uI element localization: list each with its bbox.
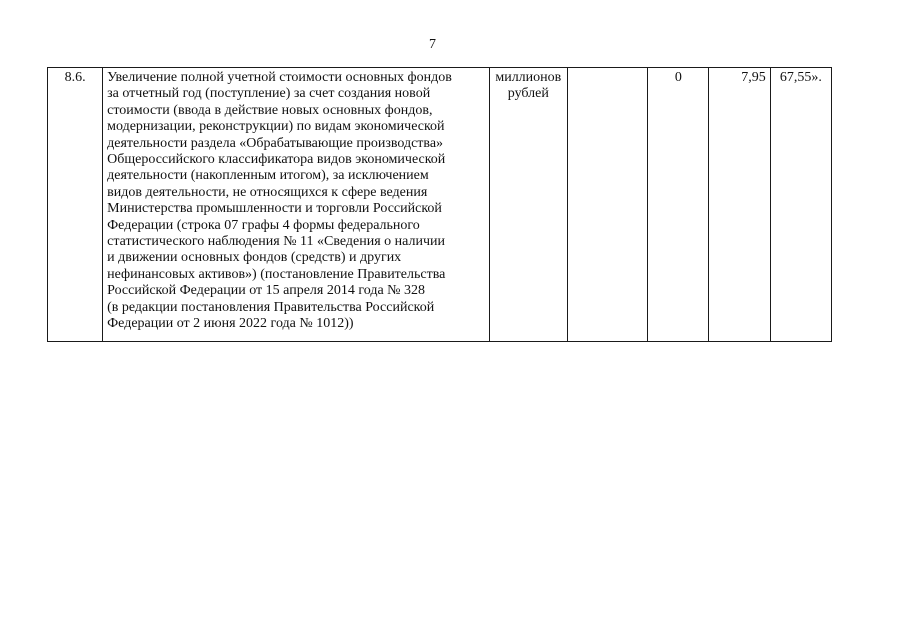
unit-line: рублей: [507, 86, 549, 102]
indicator-table: [47, 67, 832, 342]
row-description-cell: [103, 68, 490, 342]
description-line: Федерации (строка 07 графы 4 формы федерального: [107, 217, 420, 233]
description-line: видов деятельности, не относящихся к сфере ведения: [107, 184, 428, 200]
description-line: за отчетный год (поступление) за счет создания новой: [107, 86, 431, 102]
value-cell-3: 67,55».: [770, 68, 831, 342]
description-line: деятельности (накопленным итогом), за исключением: [107, 168, 429, 184]
description-line: Увеличение полной учетной стоимости основных фондов: [107, 70, 452, 85]
description-line: Министерства промышленности и торговли Российской: [107, 201, 442, 217]
unit-cell: [490, 68, 568, 342]
value-cell-2: 7,95: [709, 68, 770, 342]
description-line: и движении основных фондов (средств) и других: [107, 250, 402, 266]
unit-line: миллионов: [495, 70, 562, 85]
row-number-cell: 8.6.: [48, 68, 103, 342]
description-line: Российской Федерации от 15 апреля 2014 года № 328: [107, 283, 426, 299]
description-line: модернизации, реконструкции) по видам экономической: [107, 119, 445, 135]
value-cell-1: 0: [648, 68, 709, 342]
description-line: деятельности раздела «Обрабатывающие производства»: [107, 135, 444, 151]
empty-cell: [567, 68, 648, 342]
description-line: (в редакции постановления Правительства Российской: [107, 299, 435, 315]
page-number: 7: [429, 37, 436, 52]
table-row: [48, 68, 832, 342]
description-line: Общероссийского классификатора видов экономической: [107, 152, 446, 168]
description-line: нефинансовых активов») (постановление Правительства: [107, 266, 446, 282]
description-line: Федерации от 2 июня 2022 года № 1012)): [107, 316, 354, 332]
description-line: стоимости (ввода в действие новых основных фондов,: [107, 102, 433, 118]
description-line: статистического наблюдения № 11 «Сведения о наличии: [107, 234, 446, 250]
